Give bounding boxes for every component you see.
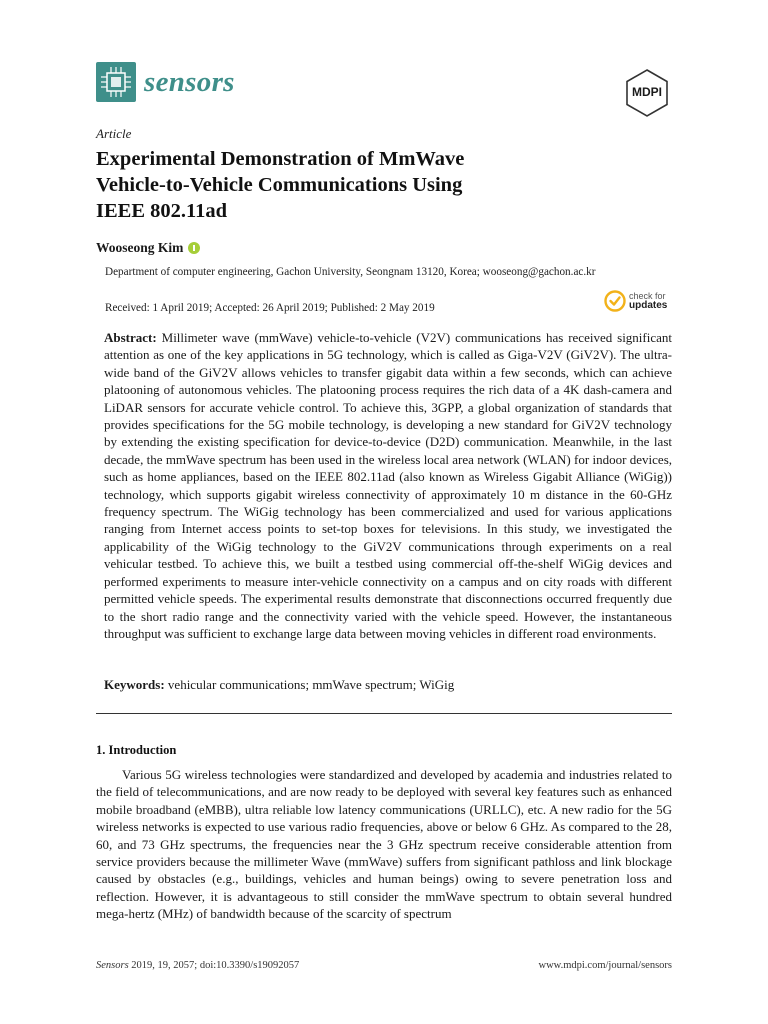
check-updates-line1: check for — [629, 291, 666, 301]
mdpi-logo[interactable] — [622, 68, 672, 118]
publication-dates: Received: 1 April 2019; Accepted: 26 April 2019; Published: 2 May 2019 — [105, 302, 435, 314]
section-heading: 1. Introduction — [96, 743, 177, 757]
footer-citation-text: 2019, 19, 2057; doi:10.3390/s19092057 — [131, 960, 300, 971]
author — [96, 240, 200, 256]
footer-citation — [96, 960, 299, 971]
chip-icon — [96, 62, 136, 102]
keywords-text: vehicular communications; mmWave spectrum; WiGig — [167, 677, 455, 692]
journal-header — [96, 62, 672, 110]
check-updates-line2: updates — [629, 300, 668, 311]
abstract-text: Millimeter wave (mmWave) vehicle-to-vehicle (V2V) communications has received significant attention as one of the key applications in 5G technology, which is called as Giga-V2V (GiV2V). The ultra-wide band of the GiV2V allows vehicles to transfer gigabit data within a few seconds, which can achieve platooning of autonomous vehicles. The platooning process requires the rich data of a 4K dash-camera and LiDAR sensors for accurate vehicle control. To achieve this, 3GPP, a global organization of standards that provides specifications for the 5G mobile technology, is developing a new standard for GiV2V technology by extending the existing specification for device-to-device (D2D) communication. Meanwhile, in the last decade, the mmWave spectrum has been used in the wireless local area network (WLAN) for indoor devices, such as home appliances, based on the IEEE 802.11ad (also known as Wireless Gigabit Alliance (WiGig)) technology, which supports gigabit wireless connectivity of approximately 10 m distance in the 60-GHz frequency spectrum. The WiGig technology has been commercialized and used for various applications ranging from Internet access points to set-top boxes for televisions. In this study, we investigated the applicability of the WiGig technology to the GiV2V communications through experiments on a real vehicular testbed. To achieve this, we built a testbed using commercial off-the-shelf WiGig devices and performed experiments to measure inter-vehicle connectivity on a campus and on city roads with different permitted vehicle speeds. The experimental results demonstrate that disconnections occurred frequently due to the short radio range and the connectivity varied with the vehicle speed. However, the instantaneous throughput was sufficient to exchange large data between moving vehicles in different road environments. — [104, 330, 673, 641]
introduction-paragraph: Various 5G wireless technologies were standardized and developed by academia and industries related to the field of telecommunications, and are now ready to be deployed with several key features such as enhanced mobile broadband (eMBB), ultra reliable low latency communications (URLLC), etc. A new radio for the 5G wireless networks is expected to use various radio frequencies, above or below 6 GHz. As compared to the 28, 60, and 73 GHz spectrums, the frequencies near the 3 GHz spectrum receive considerable attention from service providers because the millimeter Wave (mmWave) suffers from significant pathloss and link blockage caused by obstacles (e.g., buildings, vehicles and human beings) owing to severe penetration loss and reflection. However, it is advantageous to still consider the mmWave spectrum to obtain several hundred mega-hertz (MHz) of bandwidth because of the scarcity of spectrum — [96, 767, 672, 922]
footer-url[interactable]: www.mdpi.com/journal/sensors — [538, 960, 672, 971]
author-name[interactable]: Wooseong Kim — [96, 240, 184, 255]
journal-logo[interactable] — [96, 62, 235, 102]
affiliation: Department of computer engineering, Gachon University, Seongnam 13120, Korea; wooseong@gachon.ac.kr — [105, 266, 596, 278]
title-line: IEEE 802.11ad — [96, 200, 228, 222]
check-updates-text — [629, 291, 667, 311]
publisher-name: MDPI — [632, 85, 662, 99]
title-line: Vehicle-to-Vehicle Communications Using — [96, 174, 463, 196]
check-for-updates-badge[interactable] — [604, 290, 667, 312]
abstract-label: Abstract: — [104, 330, 157, 345]
article-title — [96, 146, 656, 224]
journal-name: sensors — [144, 66, 235, 98]
section-divider — [96, 713, 672, 714]
orcid-icon[interactable] — [188, 242, 200, 254]
keywords-label: Keywords: — [104, 677, 165, 692]
keywords — [104, 677, 454, 693]
article-type: Article — [96, 126, 132, 141]
check-updates-icon — [604, 290, 626, 312]
title-line: Experimental Demonstration of MmWave — [96, 148, 465, 170]
abstract — [104, 329, 672, 642]
footer-journal: Sensors — [96, 960, 129, 971]
